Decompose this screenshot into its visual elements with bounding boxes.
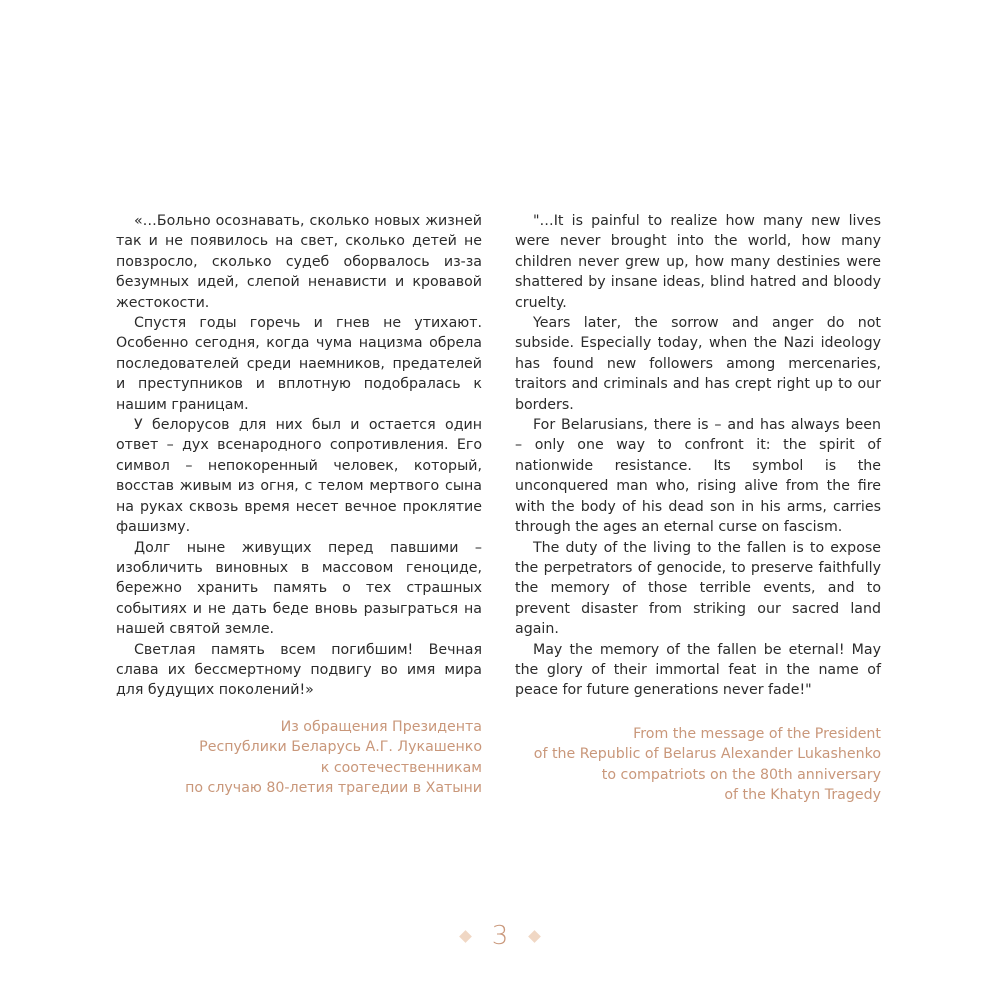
english-attribution-line-1: From the message of the President bbox=[633, 725, 881, 742]
russian-paragraph-1: «…Больно осознавать, сколько новых жизней так и не появилось на свет, сколько детей не повзросло, сколько судеб оборвалось из-за безумных идей, слепой ненависти и кровавой жестокости. bbox=[116, 213, 482, 311]
english-paragraph-5: May the memory of the fallen be eternal! May the glory of their immortal feat in the name of peace for future generations never fade!" bbox=[515, 641, 881, 699]
page-number: 3 bbox=[491, 921, 509, 951]
english-attribution bbox=[515, 724, 881, 806]
russian-attribution-line-1: Из обращения Президента bbox=[280, 718, 482, 735]
russian-attribution-line-3: к соотечественникам bbox=[320, 759, 482, 776]
english-paragraph-3: For Belarusians, there is – and has always been – only one way to confront it: the spirit of nationwide resistance. Its symbol is the unconquered man who, rising alive from the fire with the body of his dead son in his arms, carries through the ages an eternal curse on fascism. bbox=[515, 417, 881, 536]
english-paragraph-1: "…It is painful to realize how many new lives were never brought into the world, how many children never grew up, how many destinies were shattered by insane ideas, blind hatred and bloody cruelty. bbox=[515, 213, 881, 311]
russian-paragraph-3: У белорусов для них был и остается один ответ – дух всенародного сопротивления. Его символ – непокоренный человек, который, восстав живым из огня, с телом мертвого сына на руках сквозь время несет вечное проклятие фашизму. bbox=[116, 417, 482, 536]
english-paragraph-2: Years later, the sorrow and anger do not subside. Especially today, when the Nazi ideology has found new followers among mercenaries, traitors and criminals and has crept right up to our borders. bbox=[515, 315, 881, 413]
page-footer bbox=[0, 918, 1000, 954]
english-attribution-line-2: of the Republic of Belarus Alexander Lukashenko bbox=[533, 746, 881, 763]
russian-attribution-line-2: Республики Беларусь А.Г. Лукашенко bbox=[199, 739, 482, 756]
english-paragraph-4: The duty of the living to the fallen is to expose the perpetrators of genocide, to preserve faithfully the memory of those terrible events, and to prevent disaster from striking our sacred land again. bbox=[515, 539, 881, 638]
left-diamond-ornament-icon bbox=[459, 930, 472, 943]
right-diamond-ornament-icon bbox=[528, 930, 541, 943]
russian-paragraph-2: Спустя годы горечь и гнев не утихают. Особенно сегодня, когда чума нацизма обрела последователей среди наемников, предателей и преступников и вплотную подобралась к нашим границам. bbox=[116, 315, 482, 413]
english-attribution-line-3: to compatriots on the 80th anniversary bbox=[601, 766, 881, 783]
russian-attribution bbox=[116, 717, 482, 799]
russian-paragraph-5: Светлая память всем погибшим! Вечная слава их бессмертному подвигу во имя мира для будущих поколений!» bbox=[116, 641, 482, 699]
russian-text-column bbox=[116, 211, 482, 798]
russian-attribution-line-4: по случаю 80-летия трагедии в Хатыни bbox=[185, 779, 482, 796]
english-text-column bbox=[515, 211, 881, 805]
english-attribution-line-4: of the Khatyn Tragedy bbox=[724, 786, 881, 803]
russian-paragraph-4: Долг ныне живущих перед павшими – изобличить виновных в массовом геноциде, бережно хранить память о тех страшных событиях и не дать беде вновь разыграться на нашей святой земле. bbox=[116, 539, 482, 638]
